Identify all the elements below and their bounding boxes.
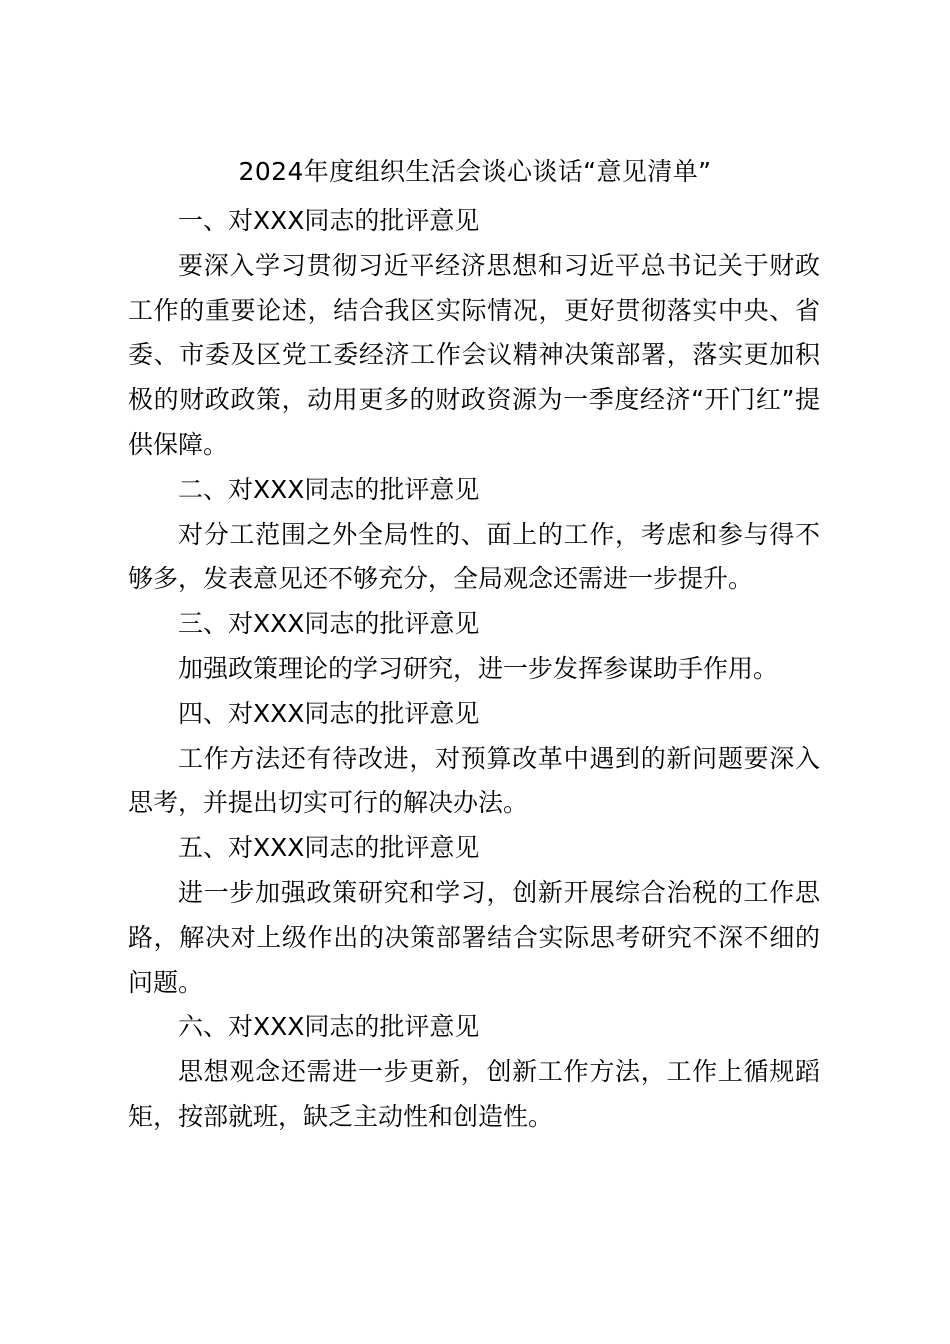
section-paragraph-6: 思想观念还需进一步更新，创新工作方法，工作上循规蹈矩，按部就班，缺乏主动性和创造性。 [128, 1057, 820, 1131]
section-paragraph-4: 工作方法还有待改进，对预算改革中遇到的新问题要深入思考，并提出切实可行的解决办法。 [128, 743, 820, 818]
section-heading-2: 二、对XXX同志的批评意见 [178, 474, 480, 504]
document-body [128, 199, 820, 1140]
section-paragraph-3: 加强政策理论的学习研究，进一步发挥参谋助手作用。 [178, 653, 779, 683]
section-heading-3: 三、对XXX同志的批评意见 [178, 609, 480, 639]
section-heading-1: 一、对XXX同志的批评意见 [178, 206, 480, 235]
section-heading-6: 六、对XXX同志的批评意见 [178, 1012, 480, 1042]
section-paragraph-2: 对分工范围之外全局性的、面上的工作，考虑和参与得不够多，发表意见还不够充分，全局观念还需进一步提升。 [128, 519, 820, 594]
document-title: 2024年度组织生活会谈心谈话“意见清单” [238, 157, 712, 186]
section-heading-5: 五、对XXX同志的批评意见 [178, 833, 480, 863]
section-paragraph-1: 要深入学习贯彻习近平经济思想和习近平总书记关于财政工作的重要论述，结合我区实际情况，更好贯彻落实中央、省委、市委及区党工委经济工作会议精神决策部署，落实更加积极的财政政策，动用更多的财政资源为一季度经济“开门红”提供保障。 [128, 250, 820, 459]
section-paragraph-5: 进一步加强政策研究和学习，创新开展综合治税的工作思路，解决对上级作出的决策部署结合实际思考研究不深不细的问题。 [128, 877, 820, 997]
section-heading-4: 四、对XXX同志的批评意见 [178, 698, 480, 728]
